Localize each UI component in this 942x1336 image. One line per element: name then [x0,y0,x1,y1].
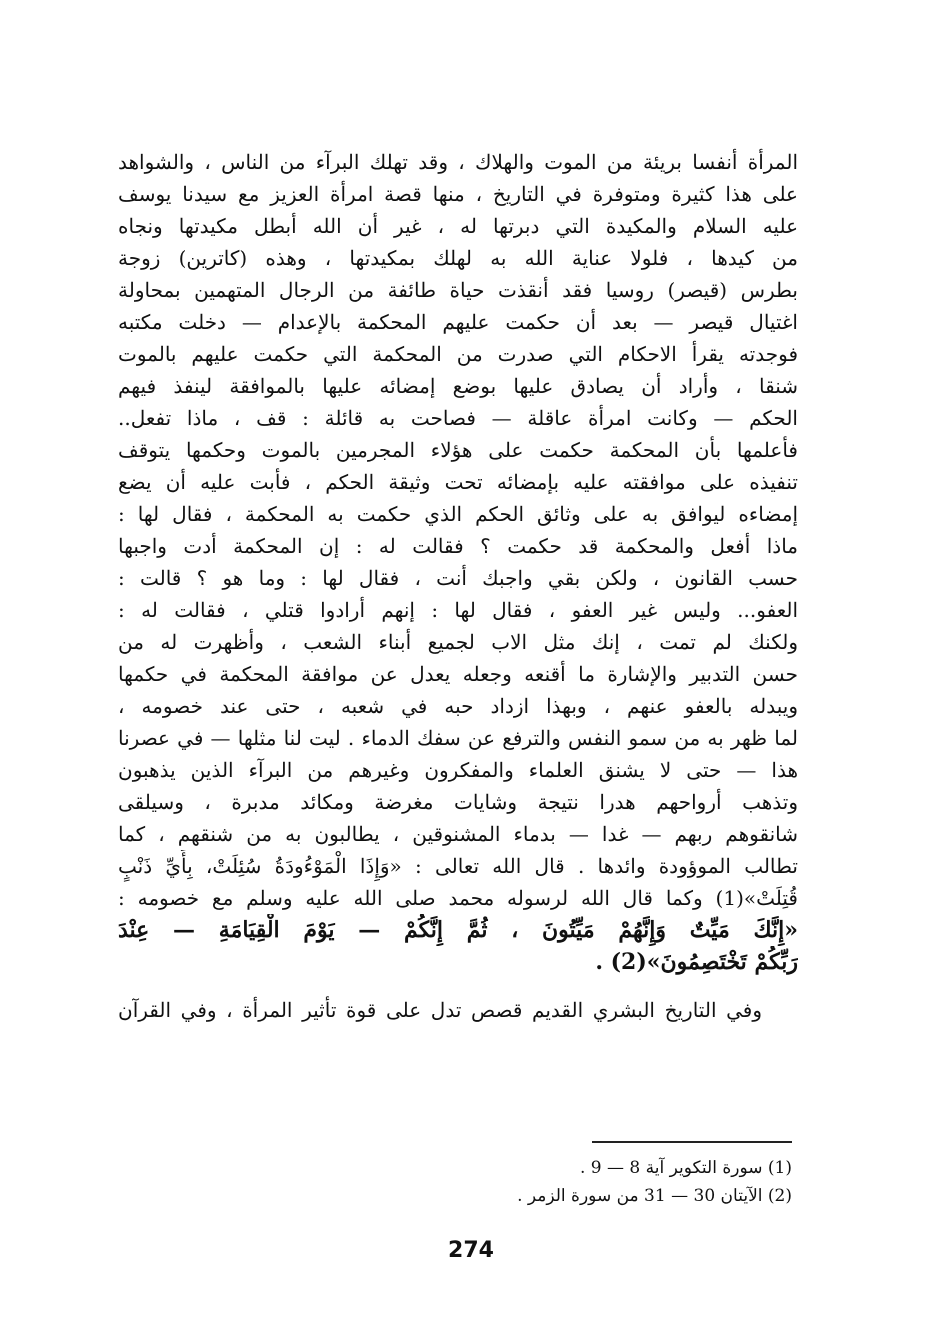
text-line: حسن التدبير والإشارة ما أقنعه وجعله يعدل عن موافقة المحكمة في حكمها [118,662,798,686]
text-line: الحكم — وكانت امرأة عاقلة — فصاحت به قائلة : قف ، ماذا تفعل.. [118,406,798,430]
text-line: ولكنك لم تمت ، إنك مثل الاب لجميع أبناء الشعب ، وأظهرت له من [118,630,798,654]
text-line: العفو... وليس غير العفو ، فقال لها : إنهم أرادوا قتلي ، فقالت له : [118,598,798,622]
footnote-divider [592,1141,792,1143]
text-line: فوجدته يقرأ الاحكام التي صدرت من المحكمة التي حكمت عليهم بالموت [118,342,798,366]
text-line: عليه السلام والمكيدة التي دبرتها له ، غير أن الله أبطل مكيدتها ونجاه [118,214,798,238]
main-text [118,146,798,1026]
text-line: إمضاءه ليوافق به على وثائق الحكم الذي حكمت به المحكمة ، فقال لها : [118,502,798,526]
page-number: 274 [448,1238,494,1263]
paragraph-1 [118,146,798,978]
text-line: اغتيال قيصر — بعد أن حكمت عليهم المحكمة بالإعدام — دخلت مكتبه [118,310,798,334]
text-line: بطرس (قيصر) روسيا فقد أنقذت حياة طائفة من الرجال المتهمين بمحاولة [118,278,798,302]
footnote-2: (2) الآيتان 30 — 31 من سورة الزمر . [517,1186,792,1206]
text-line: على هذا كثيرة ومتوفرة في التاريخ ، منها قصة امرأة العزيز مع سيدنا يوسف [118,182,798,206]
text-line: قُتِلَتْ»(1) وكما قال الله لرسوله محمد صلى الله عليه وسلم مع خصومه : [118,886,798,910]
quran-verse-line: «إِنَّكَ مَيِّتٌ وَإِنَّهُمْ مَيِّتُونَ ، ثُمَّ إِنَّكُمْ — يَوْمَ الْقِيَامَةِ — عِنْدَ [118,917,798,943]
text-line: فأعلمها بأن المحكمة حكمت على هؤلاء المجرمين بالموت وحكمها يتوقف [118,438,798,462]
text-line: حسب القانون ، ولكن بقي واجبك أنت ، فقال لها : وما هو ؟ قالت : [118,566,798,590]
paragraph-2 [118,994,798,1026]
text-line: من كيدها ، فلولا عناية الله به لهلك بمكيدتها ، وهذه (كاترين) زوجة [118,246,798,270]
paragraph-gap [118,978,798,994]
text-line: ويبدله بالعفو عنهم ، وبهذا ازداد حبه في شعبه ، حتى عند خصومه ، [118,694,798,718]
footnote-1: (1) سورة التكوير آية 8 — 9 . [579,1158,792,1178]
quran-verse-line: رَبِّكُمْ تَخْتَصِمُونَ»(2) . [595,949,798,975]
footnotes [300,1154,792,1210]
text-line: وفي التاريخ البشري القديم قصص تدل على قوة تأثير المرأة ، وفي القرآن [118,998,762,1022]
text-line: شانقوهم ربهم — غدا — بدماء المشنوقين ، يطالبون به من شنقهم ، كما [118,822,798,846]
text-line: ماذا أفعل والمحكمة قد حكمت ؟ فقالت له : إن المحكمة أدت واجبها [118,534,798,558]
text-line: وتذهب أرواحهم هدرا نتيجة وشايات مغرضة ومكائد مدبرة ، وسيلقى [118,790,798,814]
text-line: تنفيذه على موافقته عليه بإمضائه تحت وثيقة الحكم ، فأبت عليه أن يضع [118,470,798,494]
text-line: هذا — حتى لا يشنق العلماء والمفكرون وغيرهم من البرآء الذين يذهبون [118,758,798,782]
text-line: تطالب الموؤودة وائدها . قال الله تعالى : «وَإِذَا الْمَوْءُودَةُ سُئِلَتْ، بِأَيِّ ذَنْبٍ [118,854,798,878]
text-line: المرأة أنفسا بريئة من الموت والهلاك ، وقد تهلك البرآء من الناس ، والشواهد [118,150,798,174]
text-line: شنقا ، وأراد أن يصادق عليها بوضع إمضائه عليها بالموافقة لينفذ فيهم [118,374,798,398]
text-line: لما ظهر به من سمو النفس والترفع عن سفك الدماء . ليت لنا مثلها — في عصرنا [118,726,798,750]
